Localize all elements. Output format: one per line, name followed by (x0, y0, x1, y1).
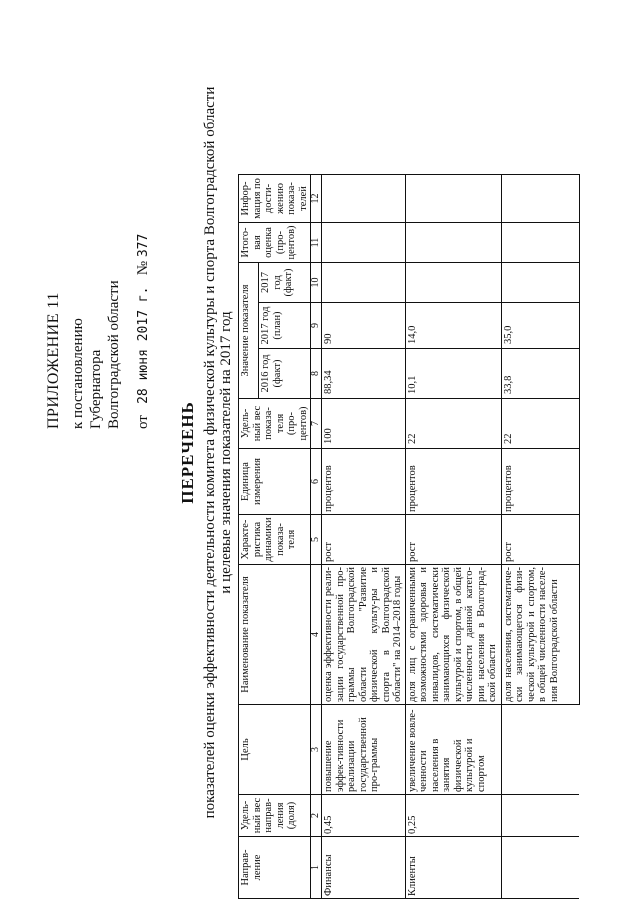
column-number-row (311, 175, 322, 899)
cell-info (322, 175, 406, 223)
cell-info (405, 175, 501, 223)
subtitle-line-2: и целевые значения показателей на 2017 год (218, 311, 234, 594)
column-number: 12 (311, 175, 322, 223)
cell-indicator: доля населения, систематиче-ски занимающегося физи-ческой культурой и спортом, в общей численности населе-ния Волгоградской области (501, 565, 579, 705)
cell-2016: 10,1 (405, 349, 501, 399)
decree-line-2: Губернатора (88, 349, 104, 429)
header-indicator-weight: Удель-ный вес показа-теля (про-центов) (239, 399, 311, 449)
cell-2017-plan: 90 (322, 303, 406, 349)
header-dynamics: Характе-ристика динамики показа-теля (239, 515, 311, 565)
header-direction: Направ-ление (239, 837, 311, 899)
document-subtitle (202, 0, 234, 905)
cell-dynamics: рост (501, 515, 579, 565)
header-direction-weight: Удель-ный вес направ-ления (доля) (239, 795, 311, 837)
subtitle-line-1: показателей оценки эффективности деятельности комитета физической культуры и спорта Волгоградской области (202, 86, 218, 819)
header-2016-fact: 2016 год (факт) (259, 349, 311, 399)
cell-goal: повышение эффек-тивности реализации государственной про-граммы (322, 705, 406, 795)
cell-direction: Финансы (322, 837, 406, 899)
column-number: 8 (311, 349, 322, 399)
column-number: 1 (311, 837, 322, 899)
column-number: 7 (311, 399, 322, 449)
cell-info (501, 175, 579, 223)
cell-direction (501, 837, 579, 899)
header-2017-fact: 2017 год (факт) (259, 263, 311, 303)
cell-goal: увеличение вовле-ченности населения в занятия физической культурой и спортом (405, 705, 501, 795)
cell-final (501, 223, 579, 263)
cell-weight: 22 (405, 399, 501, 449)
cell-2017-fact (322, 263, 406, 303)
cell-2017-fact (501, 263, 579, 303)
table-row (322, 175, 406, 899)
column-number: 10 (311, 263, 322, 303)
column-number: 3 (311, 705, 322, 795)
cell-unit: процентов (322, 449, 406, 515)
cell-unit: процентов (405, 449, 501, 515)
appendix-label: ПРИЛОЖЕНИЕ 11 (45, 292, 62, 429)
cell-direction-weight (501, 795, 579, 837)
column-number: 2 (311, 795, 322, 837)
table-row (405, 175, 501, 899)
cell-direction-weight: 0,45 (322, 795, 406, 837)
header-indicator-name: Наименование показателя (239, 565, 311, 705)
table-row (501, 175, 579, 899)
header-value-group: Значение показателя (239, 263, 259, 399)
cell-final (405, 223, 501, 263)
cell-indicator: доля лиц с ограниченными возможностями здоровья и инвалидов, систематически занимающихся физической культурой и спортом, в общей численности данной катего-рии населения в Волгоград-ской области (405, 565, 501, 705)
cell-direction-weight: 0,25 (405, 795, 501, 837)
cell-indicator: оценка эффективности реали-зации государственной про-граммы Волгоградской области "Развитие физической культу-ры и спорта в Волгоградской области" на 2014–2018 годы (322, 565, 406, 705)
decree-date-line (135, 234, 152, 429)
cell-2017-plan: 35,0 (501, 303, 579, 349)
number-prefix: № (135, 260, 151, 276)
indicators-table (238, 174, 580, 899)
column-number: 6 (311, 449, 322, 515)
cell-weight: 22 (501, 399, 579, 449)
table-header-row (239, 175, 259, 899)
cell-2016: 88,34 (322, 349, 406, 399)
cell-dynamics: рост (322, 515, 406, 565)
cell-weight: 100 (322, 399, 406, 449)
column-number: 11 (311, 223, 322, 263)
cell-goal (501, 705, 579, 795)
cell-final (322, 223, 406, 263)
column-number: 9 (311, 303, 322, 349)
header-final-score: Итого-вая оценка (про-центов) (239, 223, 311, 263)
header-2017-plan: 2017 год (план) (259, 303, 311, 349)
decree-line-1: к постановлению (70, 318, 86, 429)
date-prefix: от (135, 415, 151, 429)
decree-line-3: Волгоградской области (106, 280, 122, 429)
decree-date: 28 июня 2017 г. (136, 286, 151, 404)
cell-unit: процентов (501, 449, 579, 515)
header-achievement-info: Инфор-мация по дости-жению показа-телей (239, 175, 311, 223)
header-unit: Единица измерения (239, 449, 311, 515)
cell-2016: 33,8 (501, 349, 579, 399)
cell-2017-plan: 14,0 (405, 303, 501, 349)
cell-2017-fact (405, 263, 501, 303)
decree-number: 377 (136, 233, 151, 258)
column-number: 5 (311, 515, 322, 565)
cell-dynamics: рост (405, 515, 501, 565)
document-title: ПЕРЕЧЕНЬ (178, 401, 197, 504)
cell-direction: Клиенты (405, 837, 501, 899)
column-number: 4 (311, 565, 322, 705)
header-goal: Цель (239, 705, 311, 795)
